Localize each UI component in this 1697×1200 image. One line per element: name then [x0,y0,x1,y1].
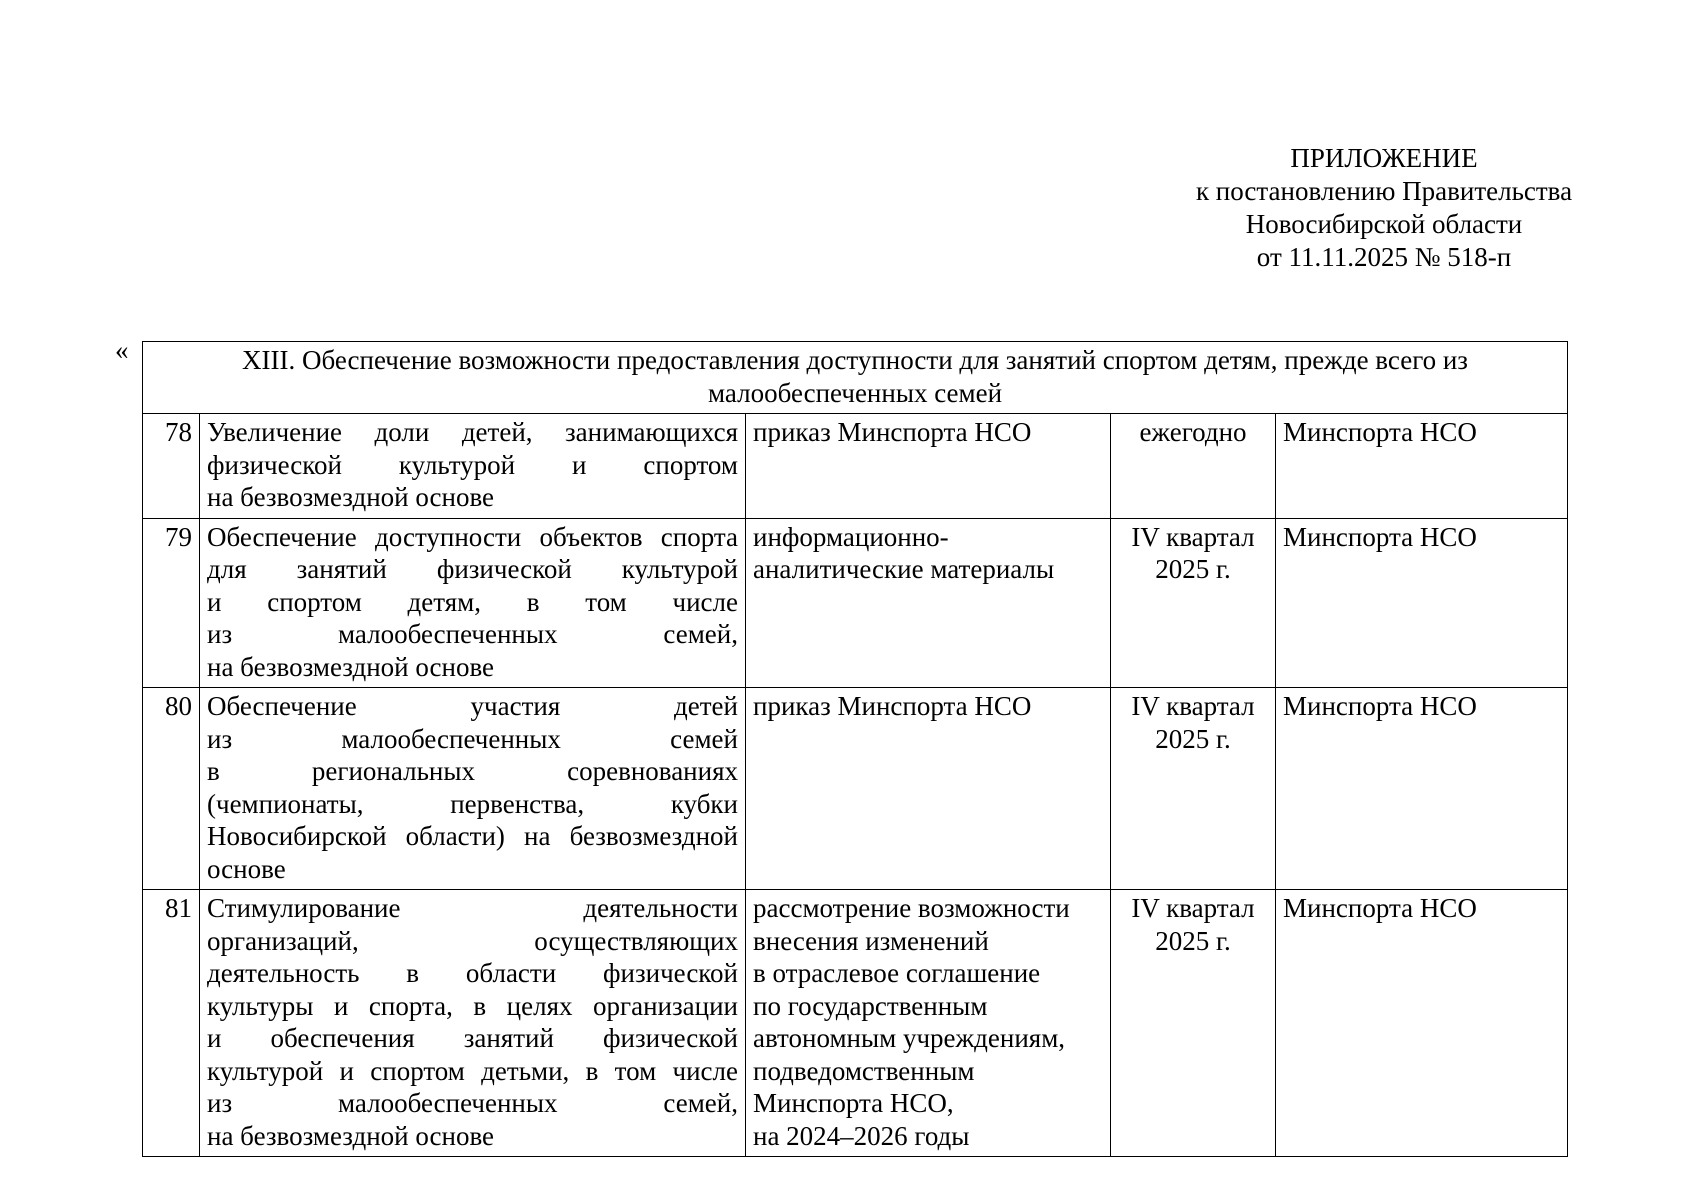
measure-name-line: (чемпионаты, первенства, кубки [207,788,738,819]
row-number: 79 [143,518,200,688]
measure-name-line: и спортом детям, в том числе [207,586,738,617]
opening-quote-mark: « [115,335,129,365]
appendix-date-number: от 11.11.2025 № 518-п [1256,242,1512,272]
measure-name-line: из малообеспеченных семей [207,723,738,754]
measure-name-line: деятельность в области физической [207,958,738,988]
responsible-executor: Минспорта НСО [1276,518,1568,688]
document-type: информационно- аналитические материалы [746,518,1111,688]
section-header-row [143,342,1568,414]
measure-name-line: организаций, осуществляющих [207,925,738,956]
appendix-header [1120,142,1648,274]
appendix-resolution-line: к постановлению Правительства [1195,176,1573,206]
document-type: рассмотрение возможности внесения изменений в отраслевое соглашение по государственным автономным учреждениям, подведомственным Минспорта НСО, на 2024–2026 годы [746,890,1111,1157]
document-type: приказ Минспорта НСО [746,414,1111,519]
measure-name-line: культуры и спорта, в целях организации [207,990,738,1021]
measure-name-line: Увеличение доли детей, занимающихся [207,417,738,447]
measure-name-line: Новосибирской области) на безвозмездной [207,821,738,851]
measure-name [200,414,746,519]
measure-name-line: на безвозмездной основе [207,1120,495,1151]
measure-name-line: в региональных соревнованиях [207,756,738,786]
measure-name [200,890,746,1157]
measure-name [200,518,746,688]
table-row [143,890,1568,1157]
measure-name-line: из малообеспеченных семей, [207,1088,738,1118]
deadline: IV квартал 2025 г. [1111,518,1276,688]
table-row [143,688,1568,890]
deadline: IV квартал 2025 г. [1111,688,1276,890]
measure-name-line: Обеспечение участия детей [207,691,738,721]
responsible-executor: Минспорта НСО [1276,414,1568,519]
measure-name-line: культурой и спортом детьми, в том числе [207,1055,738,1086]
section-title: XIII. Обеспечение возможности предоставления доступности для занятий спортом детям, прежде всего из малообеспеченных семей [143,342,1568,414]
row-number: 80 [143,688,200,890]
measure-name-line: на безвозмездной основе [207,651,495,682]
measure-name [200,688,746,890]
measure-name-line: из малообеспеченных семей, [207,619,738,649]
document-type: приказ Минспорта НСО [746,688,1111,890]
measure-name-line: на безвозмездной основе [207,482,495,512]
table-row [143,414,1568,519]
measure-name-line: Обеспечение доступности объектов спорта [207,521,738,552]
appendix-region-line: Новосибирской области [1245,209,1523,239]
table-row [143,518,1568,688]
measure-name-line: физической культурой и спортом [207,449,738,480]
measure-name-line: для занятий физической культурой [207,554,738,584]
measure-name-line: и обеспечения занятий физической [207,1023,738,1053]
appendix-title: ПРИЛОЖЕНИЕ [1290,143,1478,173]
row-number: 78 [143,414,200,519]
measure-name-line: основе [207,853,286,884]
row-number: 81 [143,890,200,1157]
responsible-executor: Минспорта НСО [1276,688,1568,890]
measures-table [142,341,1568,1157]
deadline: IV квартал 2025 г. [1111,890,1276,1157]
responsible-executor: Минспорта НСО [1276,890,1568,1157]
measure-name-line: Стимулирование деятельности [207,893,738,923]
deadline: ежегодно [1111,414,1276,519]
